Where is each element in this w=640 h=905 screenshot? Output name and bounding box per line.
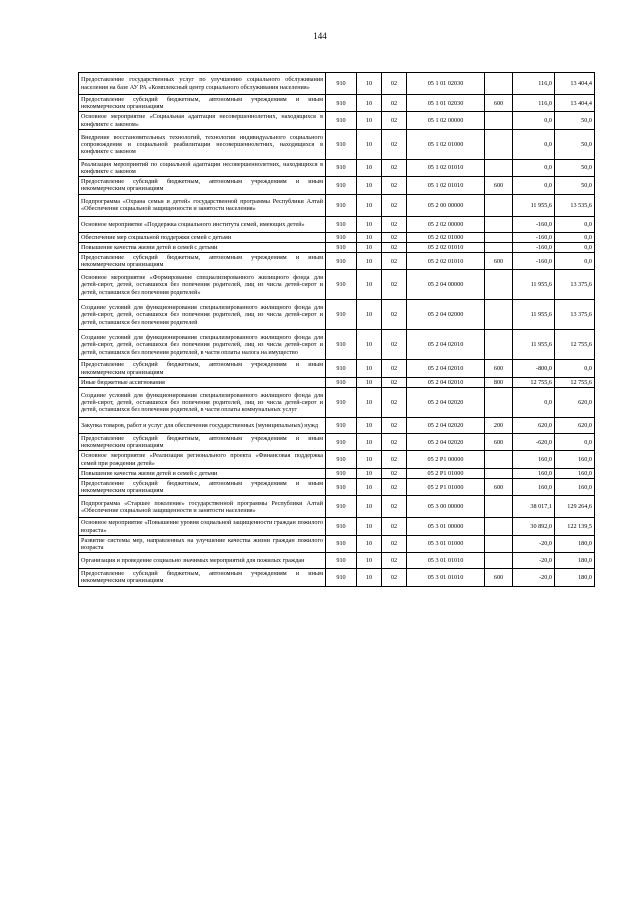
table-row <box>79 177 595 194</box>
section-code-cell: 10 <box>357 270 382 300</box>
amount-change-cell: 12 755,6 <box>513 377 555 387</box>
amount-total-cell: 180,0 <box>555 569 595 586</box>
table-row <box>79 553 595 569</box>
amount-total-cell: 50,0 <box>555 129 595 159</box>
expense-type-cell <box>485 330 513 360</box>
row-name-cell: Повышение качества жизни детей и семей с детьми <box>79 468 326 478</box>
expense-type-cell <box>485 232 513 242</box>
amount-total-cell: 620,0 <box>555 388 595 418</box>
amount-total-cell: 50,0 <box>555 177 595 194</box>
amount-change-cell: 116,0 <box>513 73 555 95</box>
section-code-cell: 10 <box>357 569 382 586</box>
amount-total-cell: 50,0 <box>555 159 595 176</box>
target-article-cell: 05 1 01 02030 <box>407 95 485 112</box>
ved-code-cell: 910 <box>326 232 357 242</box>
table-row <box>79 73 595 95</box>
expense-type-cell <box>485 300 513 330</box>
section-code-cell: 10 <box>357 232 382 242</box>
row-name-cell: Создание условий для функционирования специализированного жилищного фонда для детей-сирот, детей, оставшихся без попечения родителей, лиц из числа детей-сирот и детей, оставшихся без попечения родителей <box>79 300 326 330</box>
amount-change-cell: 38 017,1 <box>513 496 555 518</box>
amount-total-cell: 0,0 <box>555 360 595 377</box>
table-row <box>79 253 595 270</box>
expense-type-cell: 600 <box>485 360 513 377</box>
amount-total-cell: 122 139,5 <box>555 518 595 535</box>
expense-type-cell <box>485 129 513 159</box>
table-row <box>79 330 595 360</box>
amount-change-cell: -620,0 <box>513 434 555 451</box>
amount-change-cell: 0,0 <box>513 129 555 159</box>
amount-change-cell: 160,0 <box>513 451 555 468</box>
row-name-cell: Развитие системы мер, направленных на улучшение качества жизни граждан пожилого возраста <box>79 535 326 552</box>
subsection-code-cell: 02 <box>382 253 407 270</box>
amount-total-cell: 12 755,6 <box>555 330 595 360</box>
amount-change-cell: -20,0 <box>513 553 555 569</box>
section-code-cell: 10 <box>357 388 382 418</box>
amount-total-cell: 50,0 <box>555 112 595 129</box>
ved-code-cell: 910 <box>326 553 357 569</box>
expense-type-cell <box>485 112 513 129</box>
ved-code-cell: 910 <box>326 300 357 330</box>
target-article-cell: 05 2 P1 01000 <box>407 479 485 496</box>
target-article-cell: 05 2 04 02010 <box>407 330 485 360</box>
target-article-cell: 05 3 01 00000 <box>407 518 485 535</box>
subsection-code-cell: 02 <box>382 177 407 194</box>
expense-type-cell <box>485 451 513 468</box>
expense-type-cell <box>485 468 513 478</box>
expense-type-cell: 600 <box>485 479 513 496</box>
amount-change-cell: 160,0 <box>513 468 555 478</box>
row-name-cell: Подпрограмма «Охрана семьи и детей» государственной программы Республики Алтай «Обеспечение социальной защищенности и занятости населения» <box>79 194 326 216</box>
table-row <box>79 418 595 434</box>
expense-type-cell <box>485 388 513 418</box>
subsection-code-cell: 02 <box>382 73 407 95</box>
subsection-code-cell: 02 <box>382 496 407 518</box>
expense-type-cell <box>485 270 513 300</box>
subsection-code-cell: 02 <box>382 451 407 468</box>
table-row <box>79 479 595 496</box>
row-name-cell: Предоставление субсидий бюджетным, автономным учреждениям и иным некоммерческим организациям <box>79 177 326 194</box>
row-name-cell: Предоставление субсидий бюджетным, автономным учреждениям и иным некоммерческим организациям <box>79 569 326 586</box>
amount-total-cell: 0,0 <box>555 242 595 252</box>
target-article-cell: 05 3 01 01000 <box>407 535 485 552</box>
amount-total-cell: 0,0 <box>555 216 595 232</box>
ved-code-cell: 910 <box>326 330 357 360</box>
table-row <box>79 468 595 478</box>
section-code-cell: 10 <box>357 216 382 232</box>
table-row <box>79 112 595 129</box>
ved-code-cell: 910 <box>326 177 357 194</box>
amount-change-cell: 0,0 <box>513 388 555 418</box>
row-name-cell: Подпрограмма «Старшее поколение» государственной программы Республики Алтай «Обеспечение социальной защищенности и занятости населения» <box>79 496 326 518</box>
subsection-code-cell: 02 <box>382 418 407 434</box>
section-code-cell: 10 <box>357 360 382 377</box>
subsection-code-cell: 02 <box>382 434 407 451</box>
table-row <box>79 451 595 468</box>
ved-code-cell: 910 <box>326 73 357 95</box>
expense-type-cell <box>485 194 513 216</box>
amount-change-cell: -20,0 <box>513 535 555 552</box>
target-article-cell: 05 2 P1 01000 <box>407 468 485 478</box>
ved-code-cell: 910 <box>326 468 357 478</box>
amount-total-cell: 12 755,6 <box>555 377 595 387</box>
section-code-cell: 10 <box>357 300 382 330</box>
ved-code-cell: 910 <box>326 418 357 434</box>
expense-type-cell: 600 <box>485 569 513 586</box>
amount-change-cell: 0,0 <box>513 112 555 129</box>
amount-change-cell: 620,0 <box>513 418 555 434</box>
ved-code-cell: 910 <box>326 270 357 300</box>
amount-total-cell: 13 535,6 <box>555 194 595 216</box>
row-name-cell: Создание условий для функционирования специализированного жилищного фонда для детей-сирот, детей, оставшихся без попечения родителей, лиц из числа детей-сирот и детей, оставшихся без попечения родителей, в части оплаты коммунальных услуг <box>79 388 326 418</box>
section-code-cell: 10 <box>357 194 382 216</box>
subsection-code-cell: 02 <box>382 479 407 496</box>
table-row <box>79 518 595 535</box>
amount-change-cell: 11 955,6 <box>513 194 555 216</box>
subsection-code-cell: 02 <box>382 518 407 535</box>
subsection-code-cell: 02 <box>382 388 407 418</box>
row-name-cell: Внедрение восстановительных технологий, технологии индивидуального социального сопровождения и социальной реабилитации несовершеннолетних, находящихся в конфликте с законом <box>79 129 326 159</box>
section-code-cell: 10 <box>357 434 382 451</box>
target-article-cell: 05 2 04 02000 <box>407 300 485 330</box>
target-article-cell: 05 2 02 01010 <box>407 242 485 252</box>
subsection-code-cell: 02 <box>382 232 407 242</box>
amount-total-cell: 0,0 <box>555 434 595 451</box>
section-code-cell: 10 <box>357 518 382 535</box>
ved-code-cell: 910 <box>326 479 357 496</box>
table-row <box>79 95 595 112</box>
target-article-cell: 05 2 04 02020 <box>407 418 485 434</box>
section-code-cell: 10 <box>357 479 382 496</box>
target-article-cell: 05 2 04 02010 <box>407 360 485 377</box>
amount-change-cell: -160,0 <box>513 232 555 242</box>
subsection-code-cell: 02 <box>382 95 407 112</box>
target-article-cell: 05 1 01 02030 <box>407 73 485 95</box>
section-code-cell: 10 <box>357 330 382 360</box>
expense-type-cell <box>485 159 513 176</box>
subsection-code-cell: 02 <box>382 242 407 252</box>
subsection-code-cell: 02 <box>382 194 407 216</box>
section-code-cell: 10 <box>357 496 382 518</box>
subsection-code-cell: 02 <box>382 553 407 569</box>
table-body <box>79 73 595 587</box>
target-article-cell: 05 2 02 01010 <box>407 253 485 270</box>
amount-change-cell: 0,0 <box>513 177 555 194</box>
row-name-cell: Реализация мероприятий по социальной адаптации несовершеннолетних, находящихся в конфликте с законом <box>79 159 326 176</box>
section-code-cell: 10 <box>357 253 382 270</box>
subsection-code-cell: 02 <box>382 330 407 360</box>
ved-code-cell: 910 <box>326 451 357 468</box>
ved-code-cell: 910 <box>326 535 357 552</box>
section-code-cell: 10 <box>357 177 382 194</box>
section-code-cell: 10 <box>357 553 382 569</box>
subsection-code-cell: 02 <box>382 112 407 129</box>
subsection-code-cell: 02 <box>382 129 407 159</box>
amount-change-cell: 160,0 <box>513 479 555 496</box>
row-name-cell: Предоставление субсидий бюджетным, автономным учреждениям и иным некоммерческим организациям <box>79 434 326 451</box>
table-row <box>79 159 595 176</box>
ved-code-cell: 910 <box>326 253 357 270</box>
table-row <box>79 569 595 586</box>
row-name-cell: Обеспечение мер социальной поддержки семей с детьми <box>79 232 326 242</box>
amount-total-cell: 180,0 <box>555 553 595 569</box>
row-name-cell: Основное мероприятие «Повышение уровня социальной защищенности граждан пожилого возраста» <box>79 518 326 535</box>
section-code-cell: 10 <box>357 159 382 176</box>
target-article-cell: 05 2 00 00000 <box>407 194 485 216</box>
row-name-cell: Основное мероприятие «Формирование специализированного жилищного фонда для детей-сирот, детей, оставшихся без попечения родителей, лиц из числа детей-сирот и детей, оставшихся без попечения родителей» <box>79 270 326 300</box>
row-name-cell: Предоставление субсидий бюджетным, автономным учреждениям и иным некоммерческим организациям <box>79 253 326 270</box>
amount-change-cell: -160,0 <box>513 253 555 270</box>
ved-code-cell: 910 <box>326 360 357 377</box>
ved-code-cell: 910 <box>326 194 357 216</box>
amount-total-cell: 160,0 <box>555 468 595 478</box>
amount-change-cell: 0,0 <box>513 159 555 176</box>
amount-total-cell: 160,0 <box>555 451 595 468</box>
expense-type-cell <box>485 553 513 569</box>
page-number: 144 <box>313 31 327 41</box>
row-name-cell: Предоставление субсидий бюджетным, автономным учреждениям и иным некоммерческим организациям <box>79 479 326 496</box>
amount-total-cell: 13 404,4 <box>555 73 595 95</box>
section-code-cell: 10 <box>357 95 382 112</box>
ved-code-cell: 910 <box>326 112 357 129</box>
amount-change-cell: 11 955,6 <box>513 300 555 330</box>
amount-total-cell: 160,0 <box>555 479 595 496</box>
ved-code-cell: 910 <box>326 129 357 159</box>
expense-type-cell <box>485 518 513 535</box>
row-name-cell: Создание условий для функционирования специализированного жилищного фонда для детей-сирот, детей, оставшихся без попечения родителей, лиц из числа детей-сирот и детей, оставшихся без попечения родителей, в части оплаты налога на имущество <box>79 330 326 360</box>
amount-change-cell: 30 892,0 <box>513 518 555 535</box>
ved-code-cell: 910 <box>326 434 357 451</box>
table-row <box>79 300 595 330</box>
table-row <box>79 232 595 242</box>
row-name-cell: Предоставление субсидий бюджетным, автономным учреждениям и иным некоммерческим организациям <box>79 360 326 377</box>
target-article-cell: 05 1 02 01010 <box>407 177 485 194</box>
row-name-cell: Предоставление субсидий бюджетным, автономным учреждениям и иным некоммерческим организациям <box>79 95 326 112</box>
amount-change-cell: -20,0 <box>513 569 555 586</box>
amount-change-cell: 11 955,6 <box>513 270 555 300</box>
ved-code-cell: 910 <box>326 569 357 586</box>
ved-code-cell: 910 <box>326 95 357 112</box>
subsection-code-cell: 02 <box>382 535 407 552</box>
target-article-cell: 05 1 02 01000 <box>407 129 485 159</box>
amount-total-cell: 13 375,6 <box>555 270 595 300</box>
amount-total-cell: 129 264,6 <box>555 496 595 518</box>
amount-change-cell: 116,0 <box>513 95 555 112</box>
section-code-cell: 10 <box>357 468 382 478</box>
target-article-cell: 05 2 P1 00000 <box>407 451 485 468</box>
subsection-code-cell: 02 <box>382 270 407 300</box>
row-name-cell: Основное мероприятие «Социальная адаптация несовершеннолетних, находящихся в конфликте с законом» <box>79 112 326 129</box>
section-code-cell: 10 <box>357 73 382 95</box>
amount-total-cell: 180,0 <box>555 535 595 552</box>
subsection-code-cell: 02 <box>382 377 407 387</box>
subsection-code-cell: 02 <box>382 159 407 176</box>
subsection-code-cell: 02 <box>382 569 407 586</box>
expense-type-cell <box>485 242 513 252</box>
row-name-cell: Организация и проведение социально значимых мероприятий для пожилых граждан <box>79 553 326 569</box>
row-name-cell: Основное мероприятие «Поддержка социального института семей, имеющих детей» <box>79 216 326 232</box>
ved-code-cell: 910 <box>326 216 357 232</box>
section-code-cell: 10 <box>357 242 382 252</box>
table-row <box>79 129 595 159</box>
expense-type-cell: 800 <box>485 377 513 387</box>
table-row <box>79 242 595 252</box>
expense-type-cell <box>485 535 513 552</box>
amount-total-cell: 13 375,6 <box>555 300 595 330</box>
row-name-cell: Иные бюджетные ассигнования <box>79 377 326 387</box>
table-row <box>79 360 595 377</box>
subsection-code-cell: 02 <box>382 468 407 478</box>
expense-type-cell: 600 <box>485 177 513 194</box>
expense-type-cell: 600 <box>485 253 513 270</box>
expense-type-cell: 600 <box>485 434 513 451</box>
target-article-cell: 05 2 02 00000 <box>407 216 485 232</box>
row-name-cell: Закупка товаров, работ и услуг для обеспечения государственных (муниципальных) нужд <box>79 418 326 434</box>
amount-change-cell: -160,0 <box>513 216 555 232</box>
amount-change-cell: -160,0 <box>513 242 555 252</box>
table-row <box>79 535 595 552</box>
table-row <box>79 496 595 518</box>
amount-change-cell: 11 955,6 <box>513 330 555 360</box>
amount-change-cell: -800,0 <box>513 360 555 377</box>
target-article-cell: 05 1 02 00000 <box>407 112 485 129</box>
section-code-cell: 10 <box>357 451 382 468</box>
target-article-cell: 05 3 01 01010 <box>407 553 485 569</box>
section-code-cell: 10 <box>357 129 382 159</box>
section-code-cell: 10 <box>357 418 382 434</box>
amount-total-cell: 13 404,4 <box>555 95 595 112</box>
table-row <box>79 434 595 451</box>
target-article-cell: 05 2 04 02020 <box>407 434 485 451</box>
subsection-code-cell: 02 <box>382 300 407 330</box>
section-code-cell: 10 <box>357 112 382 129</box>
expense-type-cell <box>485 216 513 232</box>
target-article-cell: 05 2 04 02010 <box>407 377 485 387</box>
budget-table <box>78 72 595 587</box>
target-article-cell: 05 2 02 01000 <box>407 232 485 242</box>
expense-type-cell <box>485 73 513 95</box>
table-row <box>79 270 595 300</box>
target-article-cell: 05 1 02 01010 <box>407 159 485 176</box>
table-row <box>79 388 595 418</box>
amount-total-cell: 0,0 <box>555 232 595 242</box>
subsection-code-cell: 02 <box>382 216 407 232</box>
target-article-cell: 05 2 04 00000 <box>407 270 485 300</box>
expense-type-cell: 200 <box>485 418 513 434</box>
ved-code-cell: 910 <box>326 518 357 535</box>
target-article-cell: 05 3 00 00000 <box>407 496 485 518</box>
expense-type-cell <box>485 496 513 518</box>
target-article-cell: 05 3 01 01010 <box>407 569 485 586</box>
ved-code-cell: 910 <box>326 242 357 252</box>
ved-code-cell: 910 <box>326 159 357 176</box>
row-name-cell: Повышение качества жизни детей и семей с детьми <box>79 242 326 252</box>
table-row <box>79 194 595 216</box>
amount-total-cell: 620,0 <box>555 418 595 434</box>
section-code-cell: 10 <box>357 535 382 552</box>
row-name-cell: Предоставление государственных услуг по улучшению социального обслуживания населения на базе АУ РА «Комплексный центр социального обслуживания населения» <box>79 73 326 95</box>
ved-code-cell: 910 <box>326 377 357 387</box>
subsection-code-cell: 02 <box>382 360 407 377</box>
table-row <box>79 377 595 387</box>
expense-type-cell: 600 <box>485 95 513 112</box>
amount-total-cell: 0,0 <box>555 253 595 270</box>
section-code-cell: 10 <box>357 377 382 387</box>
row-name-cell: Основное мероприятие «Реализация регионального проекта «Финансовая поддержка семей при рождении детей» <box>79 451 326 468</box>
table-row <box>79 216 595 232</box>
ved-code-cell: 910 <box>326 388 357 418</box>
target-article-cell: 05 2 04 02020 <box>407 388 485 418</box>
ved-code-cell: 910 <box>326 496 357 518</box>
